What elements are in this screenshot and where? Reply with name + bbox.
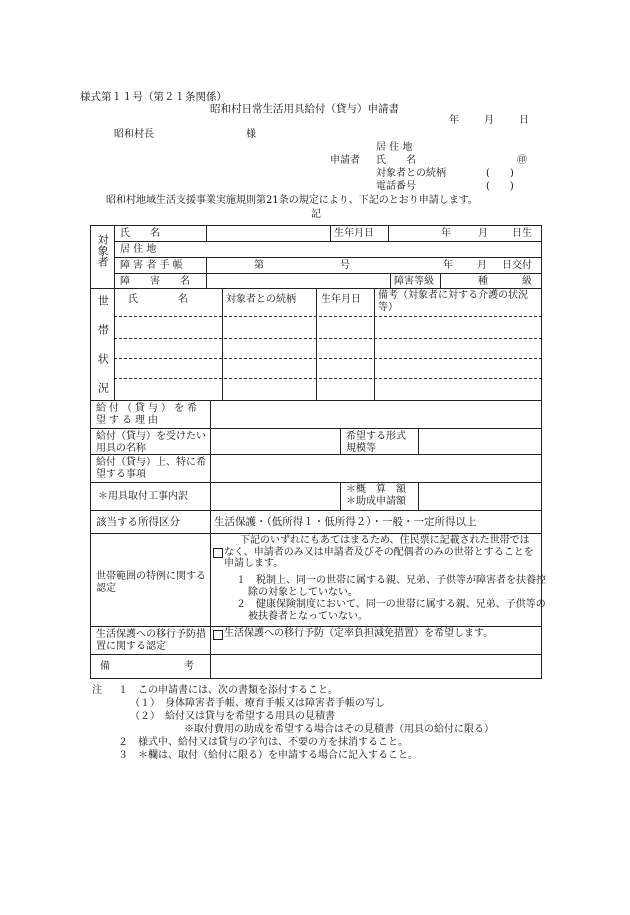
date-day-label: 日 [519, 115, 529, 126]
applicant-label: 申請者 [330, 155, 360, 166]
item-name-label: 給付（貸与）を受けたい用具の名称 [96, 431, 206, 454]
note-3: ３ ＊欄は、取付（給付に限る）を申請する場合に記入すること。 [118, 750, 418, 761]
addressee: 昭和村長 [114, 129, 154, 140]
grade-kyu: 級 [522, 276, 532, 287]
target-birth-year: 年 [441, 228, 451, 239]
intro-text: 昭和村地域生活支援事業実施規則第21条の規定により、下記のとおり申請します。 [106, 195, 478, 206]
household-scope-checkbox[interactable] [213, 548, 223, 558]
phone-label: 電話番号 [376, 181, 416, 192]
target-birth-day: 日生 [512, 228, 532, 239]
household-col-note: 備考（対象者に対する介護の状況等） [378, 290, 528, 313]
addressee-honorific: 様 [246, 129, 256, 140]
household-scope-label: 世帯範囲の特例に関する認定 [96, 571, 206, 594]
target-name-label: 氏 名 [120, 228, 160, 239]
estimate-label: ＊概 算 額 [346, 484, 406, 495]
subsidy-label: ＊助成申請額 [346, 496, 406, 507]
handbook-dai: 第 [254, 260, 264, 271]
issued-year: 年 [443, 260, 453, 271]
special-request-label: 給付（貸与）上、特に希望する事項 [96, 457, 206, 480]
date-year-label: 年 [449, 115, 459, 126]
reason-label: 給付（貸与）を希望する理由 [96, 403, 200, 426]
household-col-birth: 生年月日 [321, 294, 361, 305]
remarks-label: 備 考 [100, 661, 198, 672]
welfare-label: 生活保護への移行予防措置に関する認定 [96, 629, 206, 652]
issued-day: 日交付 [502, 260, 532, 271]
disability-label: 障 害 名 [120, 276, 190, 287]
target-address-label: 居 住 地 [120, 244, 157, 255]
welfare-checkbox[interactable] [213, 630, 223, 640]
income-label: 該当する所得区分 [96, 516, 180, 528]
target-section-label [92, 234, 112, 272]
handbook-go: 号 [340, 260, 350, 271]
seal-mark: ㊞ [517, 155, 527, 166]
install-label: ＊用具取付工事内訳 [98, 491, 188, 502]
household-scope-text: 下記のいずれにもあてはまるため、住民票に記載された世帯ではなく、申請者のみ又は申請者及びその配偶者のみの世帯とすることを申請します。 [224, 535, 534, 569]
scope-item-1: １ 税制上、同一の世帯に属する親、兄弟、子供等が障害者を扶養控除の対象としていない。 [236, 575, 546, 598]
target-birth-month: 月 [478, 228, 488, 239]
household-col-name: 氏 名 [128, 294, 188, 305]
household-section-text: 世帯状況 [96, 295, 110, 411]
note-1c: ※取付費用の助成を希望する場合はその見積書（用具の給付に限る） [184, 724, 494, 735]
ki-label: 記 [311, 209, 321, 220]
applicant-name-label: 氏 名 [376, 155, 416, 166]
relation-paren: ( ) [486, 168, 514, 179]
note-2: ２ 様式中、給付又は貸与の字句は、不要の方を抹消すること。 [118, 737, 408, 748]
notes-label: 注 [92, 685, 102, 696]
note-1a: （１） 身体障害者手帳、療育手帳又は障害者手帳の写し [130, 698, 385, 709]
income-value: 生活保護・（低所得１・低所得２）・一般・一定所得以上 [214, 516, 477, 528]
handbook-label: 障 害 者 手 帳 [120, 260, 183, 271]
scope-item-2: ２ 健康保険制度において、同一の世帯に属する親、兄弟、子供等の被扶養者となっていない。 [236, 599, 546, 622]
relation-label: 対象者との続柄 [376, 168, 446, 179]
grade-label: 障害等級 [394, 276, 434, 287]
form-number: 様式第１１号（第２１条関係） [80, 91, 227, 103]
document-title: 昭和村日常生活用具給付（貸与）申請書 [210, 103, 399, 115]
date-month-label: 月 [484, 115, 494, 126]
grade-shu: 種 [478, 276, 488, 287]
applicant-address-label: 居 住 地 [376, 142, 413, 153]
target-birth-label: 生年月日 [334, 228, 374, 239]
model-label: 希望する形式規模等 [346, 431, 406, 454]
note-1: １ この申請書には、次の書類を添付すること。 [118, 685, 338, 696]
welfare-text: 生活保護への移行予防（定率負担減免措置）を希望します。 [224, 628, 494, 639]
issued-month: 月 [477, 260, 487, 271]
household-col-relation: 対象者との続柄 [226, 294, 296, 305]
note-1b: （２） 給付又は貸与を希望する用具の見積書 [130, 711, 335, 722]
target-section-text: 対象者 [96, 234, 109, 267]
phone-paren: ( ) [486, 181, 514, 192]
household-section-label [92, 295, 112, 415]
